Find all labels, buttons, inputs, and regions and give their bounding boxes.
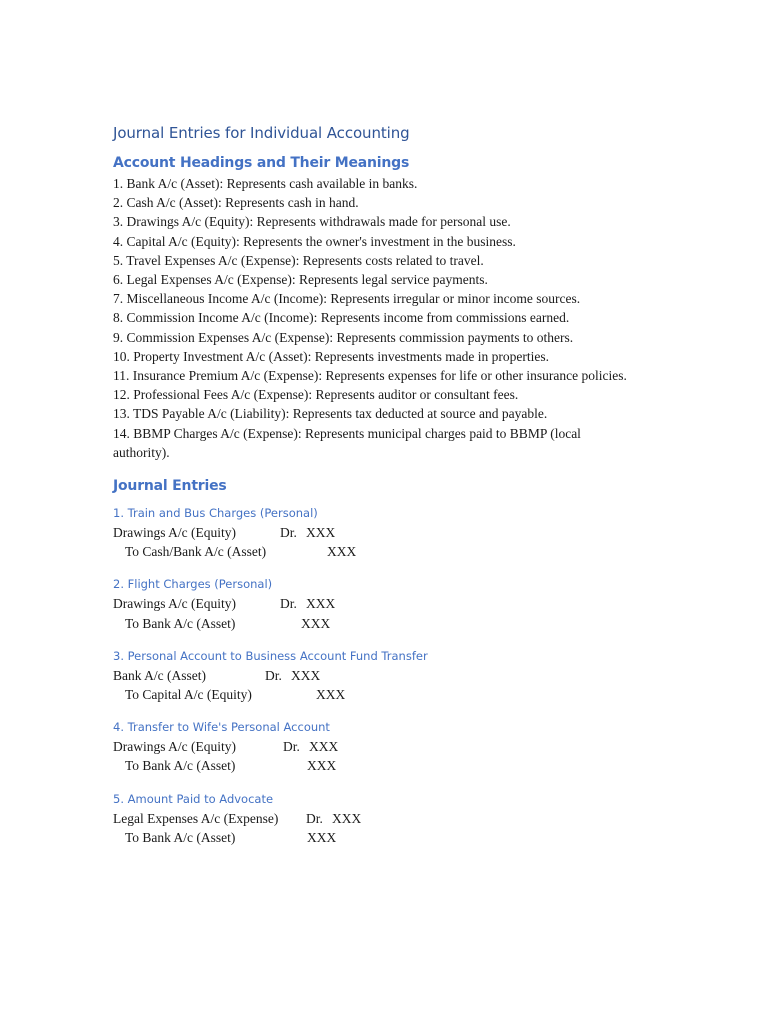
debit-marker: Dr.	[283, 739, 300, 755]
debit-marker: Dr.	[265, 667, 282, 683]
list-item: 10. Property Investment A/c (Asset): Represents investments made in properties.	[113, 348, 550, 364]
debit-account: Drawings A/c (Equity)	[113, 596, 236, 612]
list-item: 11. Insurance Premium A/c (Expense): Represents expenses for life or other insurance policies.	[113, 368, 627, 384]
entry-title: 2. Flight Charges (Personal)	[113, 577, 273, 592]
credit-amount: XXX	[307, 829, 337, 845]
debit-marker: Dr.	[280, 596, 297, 612]
list-item: 7. Miscellaneous Income A/c (Income): Represents irregular or minor income sources.	[113, 291, 581, 307]
credit-row	[113, 756, 633, 775]
list-item: 2. Cash A/c (Asset): Represents cash in hand.	[113, 195, 359, 211]
debit-amount: XXX	[309, 739, 339, 755]
journal-entry	[113, 506, 633, 561]
debit-amount: XXX	[306, 525, 336, 541]
entry-title: 5. Amount Paid to Advocate	[113, 791, 274, 806]
list-item: 13. TDS Payable A/c (Liability): Represents tax deducted at source and payable.	[113, 406, 548, 422]
debit-row	[113, 666, 633, 685]
debit-account: Drawings A/c (Equity)	[113, 739, 236, 755]
journal-entries-heading: Journal Entries	[113, 478, 227, 495]
credit-amount: XXX	[316, 686, 346, 702]
entry-title: 3. Personal Account to Business Account Fund Transfer	[113, 648, 428, 663]
list-item: 5. Travel Expenses A/c (Expense): Represents costs related to travel.	[113, 252, 484, 268]
debit-marker: Dr.	[280, 525, 297, 541]
debit-amount: XXX	[306, 596, 336, 612]
debit-marker: Dr.	[306, 810, 323, 826]
credit-account: To Bank A/c (Asset)	[125, 615, 236, 631]
journal-entry	[113, 649, 633, 704]
list-item: 4. Capital A/c (Equity): Represents the owner's investment in the business.	[113, 233, 516, 249]
credit-row	[113, 828, 633, 847]
entry-title: 4. Transfer to Wife's Personal Account	[113, 720, 330, 735]
debit-amount: XXX	[332, 810, 362, 826]
debit-amount: XXX	[291, 667, 321, 683]
list-item: 14. BBMP Charges A/c (Expense): Represents municipal charges paid to BBMP (local authority).	[113, 425, 581, 460]
debit-account: Drawings A/c (Equity)	[113, 525, 236, 541]
journal-entry	[113, 720, 633, 775]
debit-row	[113, 594, 633, 613]
entry-title: 1. Train and Bus Charges (Personal)	[113, 506, 318, 521]
journal-entry	[113, 577, 633, 632]
account-headings-heading: Account Headings and Their Meanings	[113, 155, 410, 171]
credit-account: To Cash/Bank A/c (Asset)	[125, 544, 267, 560]
list-item: 9. Commission Expenses A/c (Expense): Represents commission payments to others.	[113, 329, 574, 345]
list-item: 8. Commission Income A/c (Income): Represents income from commissions earned.	[113, 310, 570, 326]
journal-entries-list	[113, 506, 633, 847]
credit-account: To Capital A/c (Equity)	[125, 686, 252, 702]
credit-amount: XXX	[307, 758, 337, 774]
debit-row	[113, 523, 633, 542]
document-page	[113, 124, 633, 863]
account-headings-list	[113, 174, 633, 462]
list-item: 1. Bank A/c (Asset): Represents cash available in banks.	[113, 176, 418, 191]
list-item: 6. Legal Expenses A/c (Expense): Represents legal service payments.	[113, 272, 488, 288]
credit-row	[113, 542, 633, 561]
credit-account: To Bank A/c (Asset)	[125, 758, 236, 774]
list-item: 3. Drawings A/c (Equity): Represents withdrawals made for personal use.	[113, 214, 511, 230]
debit-account: Bank A/c (Asset)	[113, 667, 206, 683]
journal-entry	[113, 792, 633, 847]
credit-row	[113, 685, 633, 704]
debit-row	[113, 809, 633, 828]
credit-account: To Bank A/c (Asset)	[125, 829, 236, 845]
credit-amount: XXX	[327, 544, 357, 560]
credit-row	[113, 614, 633, 633]
debit-row	[113, 737, 633, 756]
credit-amount: XXX	[301, 615, 331, 631]
debit-account: Legal Expenses A/c (Expense)	[113, 810, 279, 826]
document-title: Journal Entries for Individual Accounting	[113, 124, 410, 142]
list-item: 12. Professional Fees A/c (Expense): Represents auditor or consultant fees.	[113, 387, 519, 403]
